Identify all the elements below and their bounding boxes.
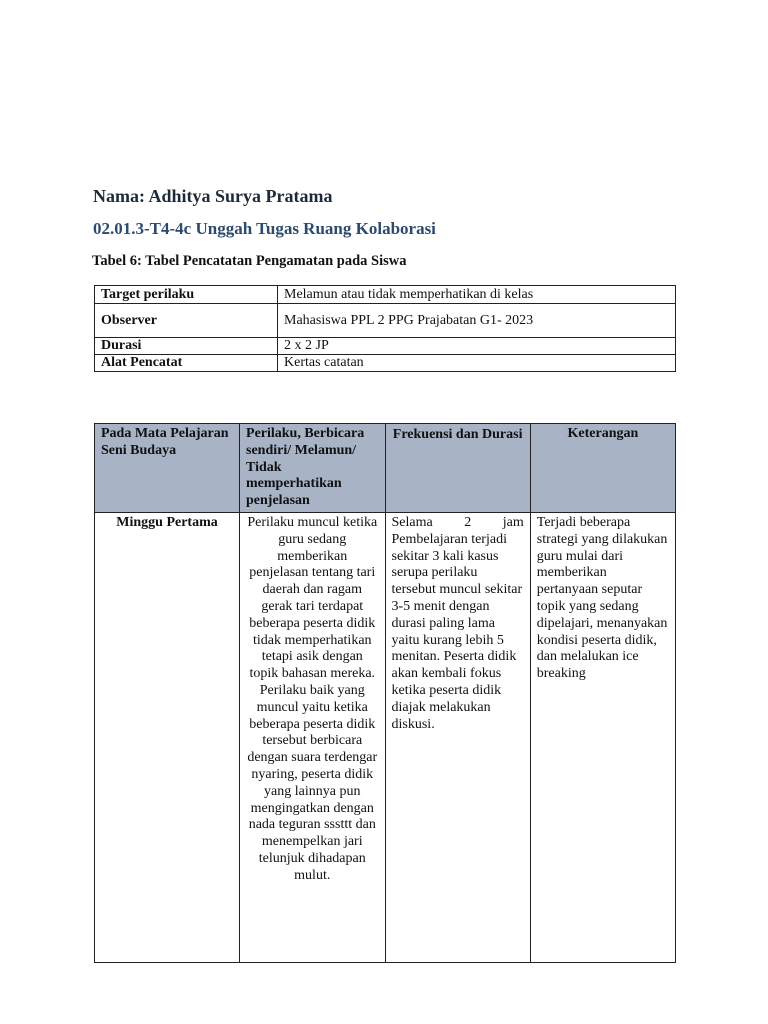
- task-title: 02.01.3-T4-4c Unggah Tugas Ruang Kolaborasi: [93, 219, 436, 238]
- header-remarks: Keterangan: [530, 424, 675, 513]
- info-row-observer: [95, 304, 676, 338]
- info-key: Target perilaku: [95, 286, 278, 304]
- header-behavior: Perilaku, Berbicara sendiri/ Melamun/ Tidak memperhatikan penjelasan: [240, 424, 386, 513]
- info-row-tool: [95, 355, 676, 372]
- header-subject: Pada Mata Pelajaran Seni Budaya: [95, 424, 240, 513]
- info-row-target: [95, 286, 676, 304]
- info-key: Alat Pencatat: [95, 355, 278, 372]
- frequency-cell: [385, 512, 530, 962]
- info-key: Observer: [95, 304, 278, 338]
- observation-table: [94, 423, 676, 963]
- frequency-word: jam: [502, 514, 524, 530]
- behavior-cell: Perilaku muncul ketika guru sedang memberikan penjelasan tentang tari daerah dan ragam gerak tari terdapat beberapa peserta didik tidak memperhatikan tetapi asik dengan topik bahasan mereka. Perilaku baik yang muncul yaitu ketika beberapa peserta didik tersebut berbicara dengan suara terdengar nyaring, peserta didik yang lainnya pun mengingatkan dengan nada teguran sssttt dan menempelkan jari telunjuk dihadapan mulut.: [240, 512, 386, 962]
- table-caption: Tabel 6: Tabel Pencatatan Pengamatan pada Siswa: [92, 253, 407, 269]
- remarks-cell: Terjadi beberapa strategi yang dilakukan guru mulai dari memberikan pertanyaan seputar topik yang sedang dipelajari, menanyakan kondisi peserta didik, dan melalukan ice breaking: [530, 512, 675, 962]
- info-key: Durasi: [95, 338, 278, 355]
- week-cell: Minggu Pertama: [95, 512, 240, 962]
- info-table: [94, 285, 676, 372]
- frequency-word: 2: [464, 514, 472, 530]
- info-value: Melamun atau tidak memperhatikan di kelas: [278, 286, 676, 304]
- observation-header-row: [95, 424, 676, 513]
- frequency-first-line: [392, 515, 524, 532]
- observation-row: [95, 512, 676, 962]
- frequency-text: Pembelajaran terjadi sekitar 3 kali kasus serupa perilaku tersebut muncul sekitar 3-5 menit dengan durasi paling lama yaitu kurang lebih 5 menitan. Peserta didik akan kembali fokus ketika peserta didik diajak melakukan diskusi.: [391, 531, 523, 732]
- info-value: Kertas catatan: [278, 355, 676, 372]
- header-frequency: Frekuensi dan Durasi: [385, 424, 530, 513]
- info-value: 2 x 2 JP: [278, 338, 676, 355]
- student-name: Nama: Adhitya Surya Pratama: [93, 186, 333, 206]
- info-value: Mahasiswa PPL 2 PPG Prajabatan G1- 2023: [278, 304, 676, 338]
- frequency-word: Selama: [391, 514, 433, 530]
- info-row-duration: [95, 338, 676, 355]
